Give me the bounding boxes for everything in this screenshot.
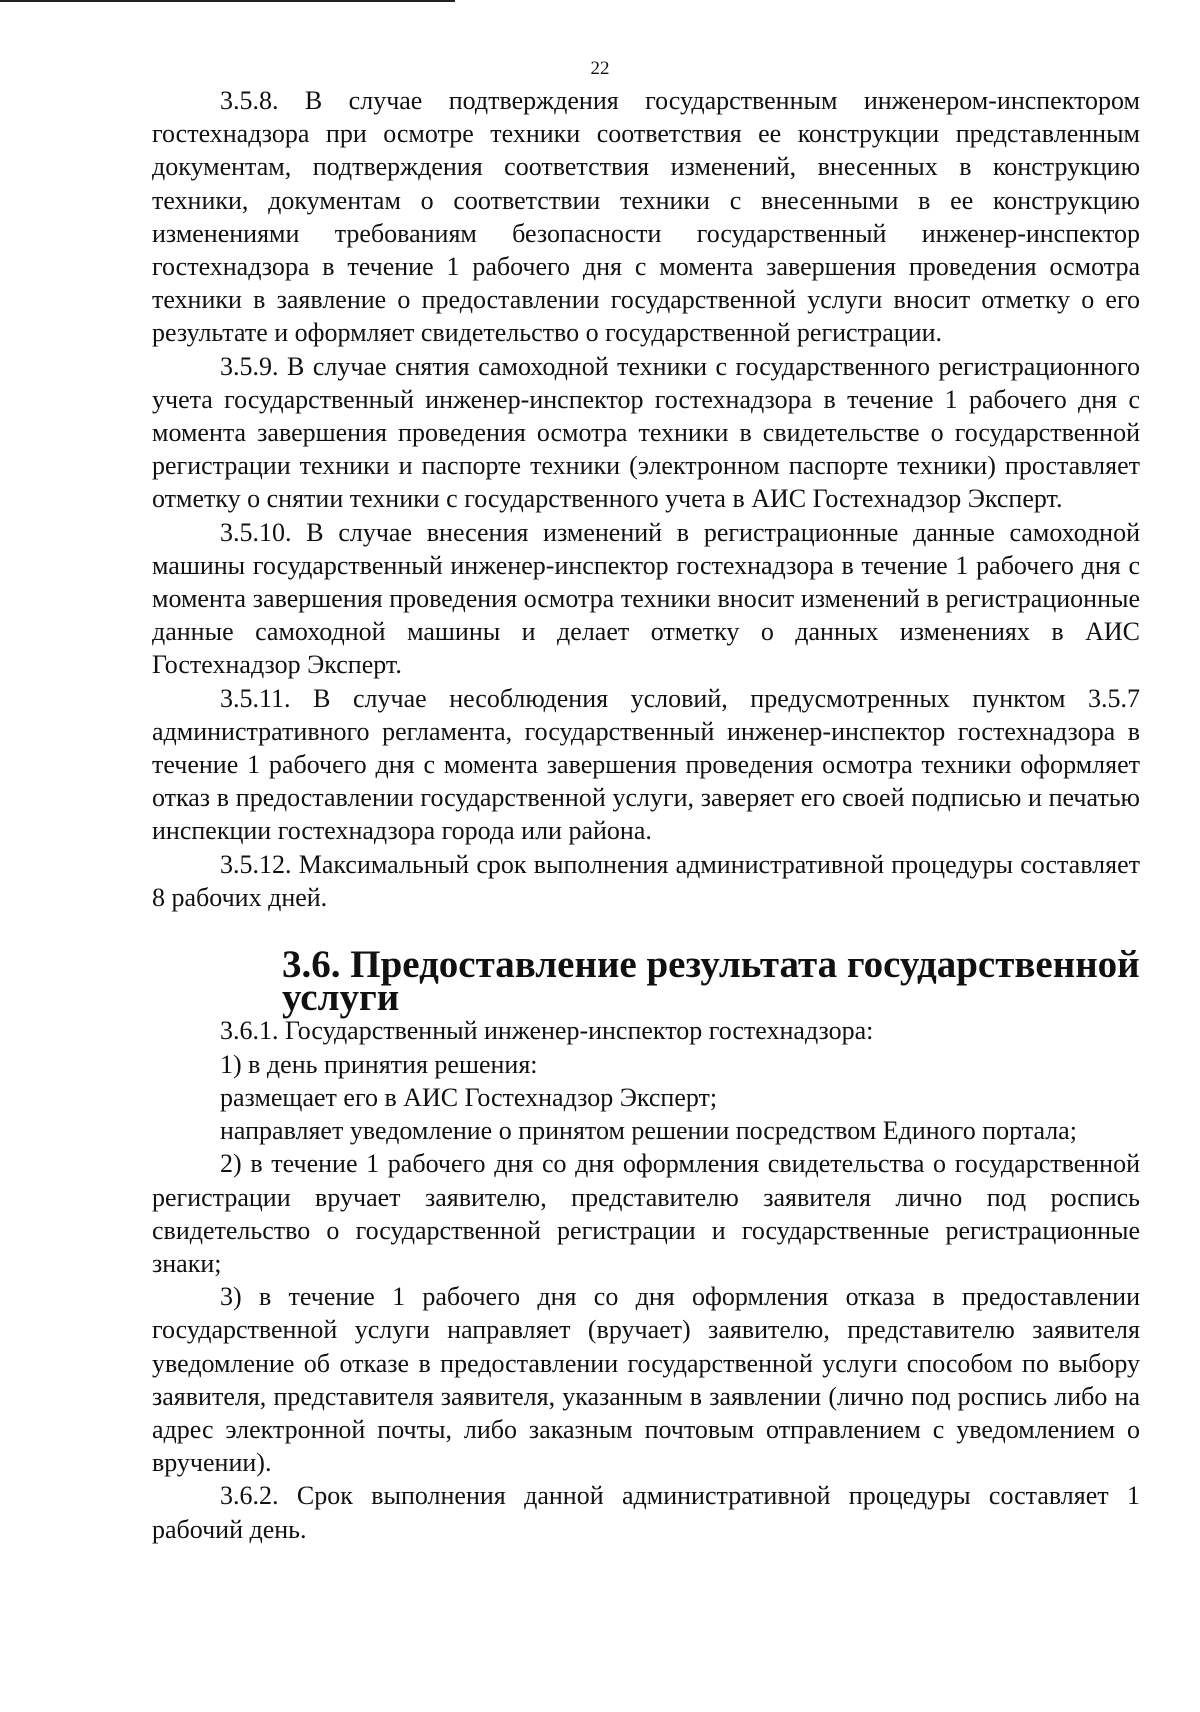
paragraph-3-6-2: 3.6.2. Срок выполнения данной административной процедуры составляет 1 рабочий день. [152,1481,1140,1544]
list-item-1: 1) в день принятия решения: [220,1049,538,1079]
list-item-1-b: направляет уведомление о принятом решении посредством Единого портала; [220,1116,1077,1146]
top-border-line [0,0,455,2]
paragraph-3-5-11: 3.5.11. В случае несоблюдения условий, предусмотренных пунктом 3.5.7 административного регламента, государственный инженер-инспектор гостехнадзора в течение 1 рабочего дня с момента завершения проведения осмотра техники оформляет отказ в предоставлении государственной услуги, заверяет его своей подписью и печатью инспекции гостехнадзора города или района. [152,683,1140,846]
page-number: 22 [590,58,610,79]
list-item-3: 3) в течение 1 рабочего дня со дня оформления отказа в предоставлении государственной услуги направляет (вручает) заявителю, представителю заявителя уведомление об отказе в предоставлении государственной услуги способом по выбору заявителя, представителя заявителя, указанным в заявлении (лично под роспись либо на адрес электронной почты, либо заказным почтовым отправлением с уведомлением о вручении). [152,1282,1140,1478]
paragraph-3-5-10: 3.5.10. В случае внесения изменений в регистрационные данные самоходной машины государственный инженер-инспектор гостехнадзора в течение 1 рабочего дня с момента завершения проведения осмотра техники вносит изменений в регистрационные данные самоходной машины и делает отметку о данных изменениях в АИС Гостехнадзор Эксперт. [152,517,1140,680]
paragraph-3-6-1: 3.6.1. Государственный инженер-инспектор гостехнадзора: [220,1016,874,1046]
list-item-1-a: размещает его в АИС Гостехнадзор Эксперт; [220,1082,718,1112]
paragraph-3-5-8: 3.5.8. В случае подтверждения государственным инженером-инспектором гостехнадзора при осмотре техники соответствия ее конструкции представленным документам, подтверждения соответствия изменений, внесенных в конструкцию техники, документам о соответствии техники с внесенными в ее конструкцию изменениями требованиям безопасности государственный инженер-инспектор гостехнадзора в течение 1 рабочего дня с момента завершения проведения осмотра техники в заявление о предоставлении государственной услуги вносит отметку о его результате и оформляет свидетельство о государственной регистрации. [152,86,1140,348]
paragraph-3-5-12: 3.5.12. Максимальный срок выполнения административной процедуры составляет 8 рабочих дней. [152,849,1140,912]
section-heading-3-6: 3.6. Предоставление результата государственной услуги [282,943,1140,1020]
paragraph-3-5-9: 3.5.9. В случае снятия самоходной техники с государственного регистрационного учета государственный инженер-инспектор гостехнадзора в течение 1 рабочего дня с момента завершения проведения осмотра техники в свидетельстве о государственной регистрации техники и паспорте техники (электронном паспорте техники) проставляет отметку о снятии техники с государственного учета в АИС Гостехнадзор Эксперт. [152,351,1140,514]
document-body [152,84,1140,1546]
list-item-2: 2) в течение 1 рабочего дня со дня оформления свидетельства о государственной регистрации вручает заявителю, представителю заявителя лично под роспись свидетельство о государственной регистрации и государственные регистрационные знаки; [152,1149,1140,1278]
